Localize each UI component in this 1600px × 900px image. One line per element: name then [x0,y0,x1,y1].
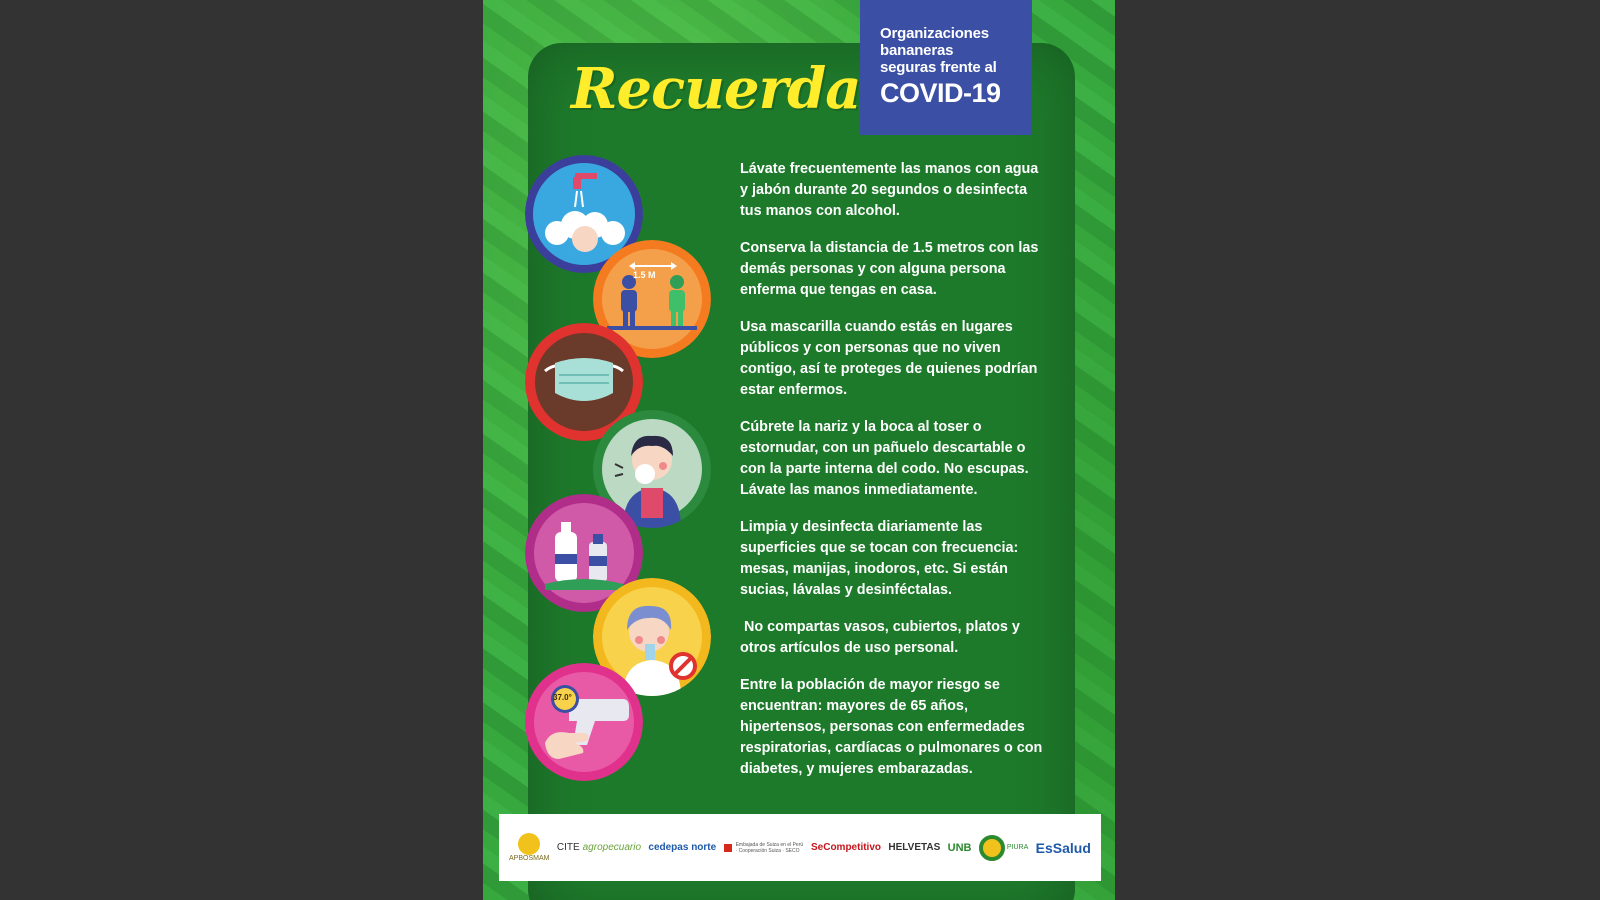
tips-list [740,159,1045,796]
tip-mask: Usa mascarilla cuando estás en lugares públicos y con personas que no viven contigo, así te proteges de quienes podrían estar enfermos. [740,319,1038,398]
badge-line-3: seguras frente al [880,59,997,76]
logo-secompetitivo-text: SeCompetitivo [810,842,881,853]
tip-risk-groups: Entre la población de mayor riesgo se encuentran: mayores de 65 años, hipertensos, personas con enfermedades respiratorias, cardíacas o pulmonares o con diabetes, y mujeres embarazadas. [740,677,1043,777]
logo-piura [979,835,1028,861]
logo-essalud [1036,840,1091,856]
tip-distance: Conserva la distancia de 1.5 metros con las demás personas y con alguna persona enferma que tengas en casa. [740,240,1039,298]
campaign-badge [860,0,1032,135]
tip-no-sharing: No compartas vasos, cubiertos, platos y otros artículos de uso personal. [740,619,1024,656]
headline: Recuerda [571,56,861,122]
logo-unb [948,842,972,854]
logo-cite-prefix: CITE [556,842,580,853]
tip-disinfect: Limpia y desinfecta diariamente las superficies que se tocan con frecuencia: mesas, manijas, inodoros, etc. Si están sucias, lávalas y desinféctalas. [740,519,1019,598]
tip-cough: Cúbrete la nariz y la boca al toser o estornudar, con un pañuelo descartable o con la parte interna del codo. No escupas. Lávate las manos inmediatamente. [740,419,1029,498]
logo-cedepas [648,842,716,853]
logo-cedepas-text: cedepas norte [648,842,717,853]
logo-agro-text: APBOSMAM [509,855,550,862]
sponsor-logos [499,814,1101,881]
badge-covid: COVID-19 [880,78,1001,108]
badge-line-1: Organizaciones [880,25,989,42]
sun-icon [518,833,540,855]
logo-essalud-text: EsSalud [1035,839,1091,856]
logo-cite-text: agropecuario [582,842,641,853]
thermometer-icon [525,663,643,781]
tip-handwashing: Lávate frecuentemente las manos con agua y jabón durante 20 segundos o desinfecta tus manos con alcohol. [740,161,1039,219]
seal-icon [979,835,1005,861]
logo-secompetitivo [811,842,881,853]
logo-cite [557,842,641,853]
poster [483,0,1115,900]
swiss-flag-icon [724,844,732,852]
logo-swiss [724,842,804,854]
logo-unb-text: UNB [947,841,972,854]
logo-agro [509,833,549,862]
temperature-label: 37.0° [553,693,572,702]
distance-label: 1.5 M [633,270,656,280]
logo-helvetas [888,842,940,853]
logo-helvetas-text: HELVETAS [888,842,941,853]
logo-swiss-text: Embajada de Suiza en el Perú · Cooperación Suiza · SECO [735,841,804,854]
badge-line-2: bananeras [880,42,954,59]
logo-piura-text: PIURA [1006,844,1029,851]
